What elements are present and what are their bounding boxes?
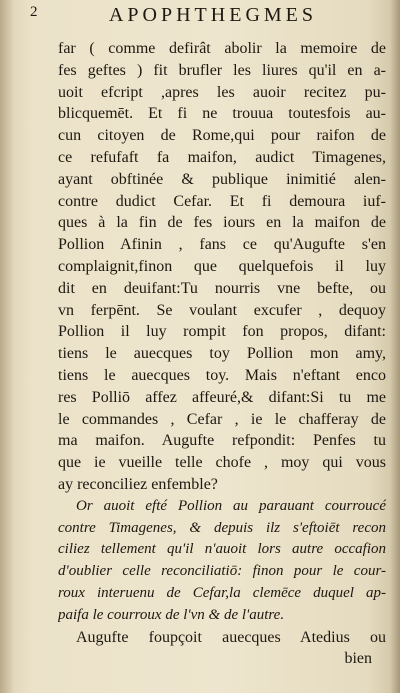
running-head: APOPHTHEGMES bbox=[108, 4, 318, 26]
italic-line: roux interuenu de Cefar,la clemēce duquel ap- bbox=[58, 584, 386, 601]
text-line: uoit efcript ,apres les auoir recitez pu- bbox=[58, 83, 386, 101]
text-line: complaignit,finon que quelquefois il luy bbox=[58, 257, 386, 275]
text-line: le commandes , Cefar , ie le chafferay de bbox=[58, 410, 386, 428]
text-line: Augufte foupçoit auecques Atedius ou bbox=[76, 628, 386, 646]
text-line: ay reconciliez enfemble? bbox=[58, 475, 218, 493]
text-line: dit en deuifant:Tu nourris vne befte, ou bbox=[58, 279, 386, 297]
page-edge bbox=[390, 0, 400, 693]
text-line: tiens le auecques toy. Mais n'eftant enco bbox=[58, 366, 386, 384]
text-line: ques à la fin de fes iours en la maifon de bbox=[58, 214, 386, 232]
text-line: Pollion Afinin , fans ce qu'Augufte s'en bbox=[58, 236, 386, 254]
text-line: ayant obftinée & publique inimitié alen- bbox=[58, 170, 386, 188]
text-line: tiens le auecques toy Pollion mon amy, bbox=[58, 345, 386, 363]
text-line: bien bbox=[344, 650, 372, 668]
text-line: far ( comme defirât abolir la memoire de bbox=[58, 40, 386, 57]
text-line: blicquemēt. Et fi ne trouua toutesfois au- bbox=[58, 105, 386, 123]
text-line: res Polliō affez affeuré,& difant:Si tu me bbox=[58, 388, 386, 406]
text-line: contre dudict Cefar. Et fi demoura iuf- bbox=[58, 192, 386, 210]
body-text bbox=[58, 38, 386, 670]
italic-line: paifa le courroux de l'vn & de l'autre. bbox=[58, 606, 285, 623]
text-line: vn ferpēnt. Se voulant excufer , dequoy bbox=[58, 301, 386, 319]
text-line: que ie vueille telle chofe , moy qui vous bbox=[58, 454, 386, 472]
italic-line: contre Timagenes, & depuis ilz s'eftoiēt recon bbox=[58, 519, 386, 536]
text-line: fes geftes ) fit brufler les liures qu'il en a- bbox=[58, 61, 386, 79]
text-line: Pollion il luy rompit fon propos, difant: bbox=[58, 323, 386, 341]
italic-line: d'oublier celle reconciliatiō: finon pour le cour- bbox=[58, 563, 386, 580]
italic-line: Or auoit efté Pollion au parauant courroucé bbox=[76, 497, 386, 514]
gutter-shadow bbox=[0, 0, 14, 693]
text-line: cun citoyen de Rome,qui pour raifon de bbox=[58, 127, 386, 145]
page-number: 2 bbox=[30, 4, 39, 20]
text-line: ce refufaft fa maifon, audict Timagenes, bbox=[58, 148, 386, 166]
text-line: ma maifon. Augufte refpondit: Penfes tu bbox=[58, 432, 386, 450]
italic-line: ciliez tellement qu'il n'auoit lors autre occafion bbox=[58, 541, 386, 558]
